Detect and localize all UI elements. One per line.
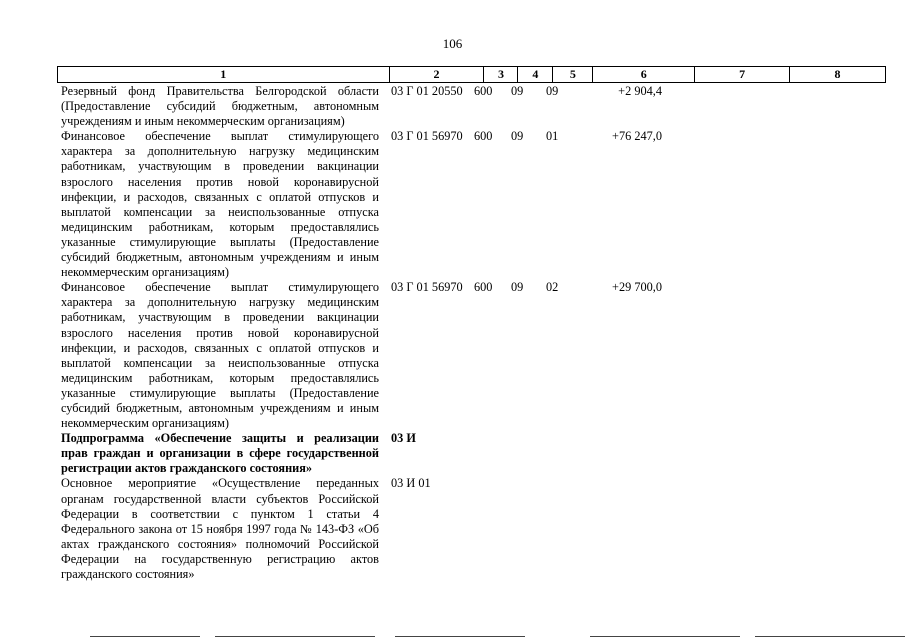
row-vr (474, 476, 508, 582)
row-sum: +29 700,0 (612, 280, 662, 295)
row-pr: 01 (546, 129, 559, 144)
row-rz: 09 (511, 280, 524, 295)
row-col7 (684, 476, 779, 582)
row-pr: 02 (546, 280, 559, 295)
header-col-8: 8 (790, 67, 886, 82)
row-pr: 09 (546, 84, 559, 98)
scan-edge-line (395, 636, 525, 637)
scan-edge-line (590, 636, 740, 637)
row-col7 (684, 129, 779, 280)
header-col-2: 2 (390, 67, 485, 82)
row-name: Финансовое обеспечение выплат стимулирующего характера за дополнительную нагрузку медицинским работникам, участвующим в проведении вакцинации взрослого населения против новой коронавирусной инфекции, и расходов, связанных с оплатой отпусков и выплатой компенсации за неиспользованные отпуска медицинским работникам, которым предоставлялись указанные стимулирующие выплаты (Предоставление субсидий бюджетным, автономным учреждениям и иным некоммерческим организациям) (61, 129, 379, 280)
table-row (61, 476, 890, 582)
header-col-5: 5 (553, 67, 593, 82)
row-sum (582, 476, 684, 582)
table-row (61, 280, 890, 431)
row-name: Подпрограмма «Обеспечение защиты и реализации прав граждан и организации в сфере государственной регистрации актов гражданского состояния» (61, 431, 379, 476)
table-row (61, 129, 890, 280)
row-col8 (779, 129, 874, 280)
row-code: 03 И (391, 431, 416, 446)
table-row-subprogram (61, 431, 890, 476)
row-rz (508, 476, 542, 582)
row-vr (474, 431, 508, 476)
scan-edge-line (755, 636, 905, 637)
header-col-3: 3 (484, 67, 518, 82)
row-name: Резервный фонд Правительства Белгородской области (Предоставление субсидий бюджетным, автономным учреждениям и иным некоммерческим организациям) (61, 84, 379, 129)
row-code: 03 Г 01 56970 (391, 129, 463, 144)
row-vr: 600 (474, 84, 493, 98)
budget-table-body (61, 84, 890, 582)
header-col-7: 7 (695, 67, 790, 82)
table-header-row (57, 66, 886, 83)
table-row (61, 84, 890, 129)
row-rz (508, 431, 542, 476)
row-name: Финансовое обеспечение выплат стимулирующего характера за дополнительную нагрузку медицинским работникам, участвующим в проведении вакцинации взрослого населения против новой коронавирусной инфекции, и расходов, связанных с оплатой отпусков и выплатой компенсации за неиспользованные отпуска медицинским работникам, которым предоставлялись указанные стимулирующие выплаты (Предоставление субсидий бюджетным, автономным учреждениям и иным некоммерческим организациям) (61, 280, 379, 431)
row-pr (542, 476, 582, 582)
scan-edge-line (90, 636, 200, 637)
row-col8 (779, 280, 874, 431)
row-pr (542, 431, 582, 476)
row-sum: +76 247,0 (612, 129, 662, 144)
row-sum: +2 904,4 (618, 84, 662, 98)
row-vr: 600 (474, 129, 493, 144)
row-col7 (684, 431, 779, 476)
row-col7 (684, 280, 779, 431)
row-name: Основное мероприятие «Осуществление переданных органам государственной власти субъектов Российской Федерации в соответствии с пунктом 1 статьи 4 Федерального закона от 15 ноября 1997 года № 143-ФЗ «Об актах гражданского состояния» полномочий Российской Федерации на государственную регистрацию актов гражданского состояния» (61, 476, 379, 581)
row-col8 (779, 476, 874, 582)
page-number: 106 (442, 36, 463, 51)
row-sum (582, 431, 684, 476)
row-code: 03 Г 01 56970 (391, 280, 463, 295)
row-vr: 600 (474, 280, 493, 295)
header-col-6: 6 (593, 67, 695, 82)
scan-edge-line (215, 636, 375, 637)
row-rz: 09 (511, 129, 524, 144)
row-col7 (684, 84, 779, 129)
row-code: 03 И 01 (391, 476, 431, 491)
header-col-4: 4 (518, 67, 553, 82)
row-col8 (779, 431, 874, 476)
row-rz: 09 (511, 84, 524, 98)
header-col-1: 1 (58, 67, 390, 82)
row-code: 03 Г 01 20550 (391, 84, 463, 98)
row-col8 (779, 84, 874, 129)
